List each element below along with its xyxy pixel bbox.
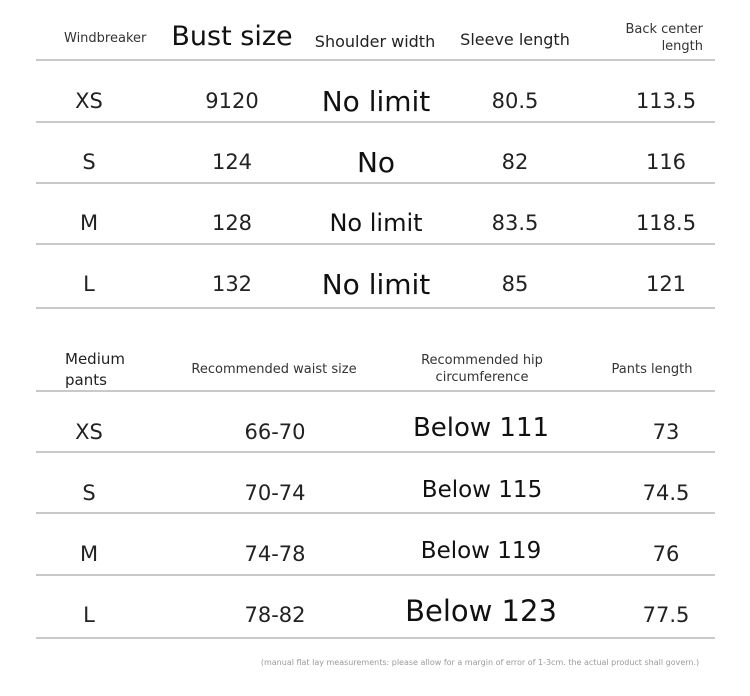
pants-waist-m: 74-78	[244, 542, 306, 566]
windbreaker-back-s: 116	[645, 150, 687, 174]
windbreaker-bust-m: 128	[211, 211, 253, 235]
windbreaker-shoulder-xs: No limit	[321, 85, 431, 118]
pants-size-l: L	[83, 603, 95, 627]
windbreaker-bust-l: 132	[211, 272, 253, 296]
windbreaker-back-l: 121	[645, 272, 687, 296]
windbreaker-sleeve-xs: 80.5	[491, 89, 539, 113]
windbreaker-shoulder-s: No	[356, 146, 396, 179]
windbreaker-bust-s: 124	[211, 150, 253, 174]
windbreaker-sleeve-s: 82	[501, 150, 529, 174]
pants-waist-xs: 66-70	[244, 420, 306, 444]
divider	[36, 121, 715, 123]
sleeve-length-header: Sleeve length	[460, 30, 570, 49]
pants-size-s: S	[82, 481, 96, 505]
pants-size-m: M	[79, 542, 99, 566]
divider	[36, 512, 715, 514]
windbreaker-sleeve-l: 85	[501, 272, 529, 296]
pants-hip-l: Below 123	[405, 594, 557, 628]
windbreaker-sleeve-m: 83.5	[491, 211, 539, 235]
pants-waist-l: 78-82	[244, 603, 306, 627]
bust-size-header: Bust size	[171, 21, 293, 52]
pants-header-label-line1: Medium	[65, 350, 125, 368]
windbreaker-size-s: S	[82, 150, 96, 174]
divider	[36, 182, 715, 184]
back-center-header-line1: Back center	[625, 22, 703, 37]
pants-hip-s: Below 115	[421, 477, 543, 503]
windbreaker-back-m: 118.5	[635, 211, 697, 235]
windbreaker-size-l: L	[83, 272, 95, 296]
divider	[36, 451, 715, 453]
pants-length-header: Pants length	[611, 362, 693, 377]
windbreaker-shoulder-m: No limit	[329, 209, 423, 237]
pants-length-xs: 73	[652, 420, 680, 444]
divider	[36, 390, 715, 392]
divider	[36, 574, 715, 576]
divider	[36, 243, 715, 245]
pants-hip-xs: Below 111	[412, 413, 550, 443]
divider	[36, 307, 715, 309]
windbreaker-header-label: Windbreaker	[64, 31, 147, 46]
pants-size-xs: XS	[75, 420, 103, 444]
pants-waist-s: 70-74	[244, 481, 306, 505]
windbreaker-bust-xs: 9120	[205, 89, 259, 113]
back-center-header-line2: length	[661, 39, 703, 54]
pants-length-l: 77.5	[642, 603, 690, 627]
waist-size-header: Recommended waist size	[191, 362, 357, 377]
pants-length-s: 74.5	[642, 481, 690, 505]
divider	[36, 637, 715, 639]
shoulder-width-header: Shoulder width	[314, 32, 436, 51]
measurement-footnote: (manual flat lay measurements: please allow for a margin of error of 1-3cm. the actual product shall govern.)	[260, 658, 700, 667]
pants-header-label-line2: pants	[65, 371, 107, 389]
hip-header-line1: Recommended hip	[421, 353, 543, 368]
windbreaker-shoulder-l: No limit	[321, 268, 431, 301]
divider	[36, 59, 715, 61]
pants-length-m: 76	[652, 542, 680, 566]
windbreaker-back-xs: 113.5	[635, 89, 697, 113]
windbreaker-size-xs: XS	[75, 89, 103, 113]
windbreaker-size-m: M	[79, 211, 99, 235]
hip-header-line2: circumference	[435, 370, 529, 385]
pants-hip-m: Below 119	[420, 538, 542, 564]
